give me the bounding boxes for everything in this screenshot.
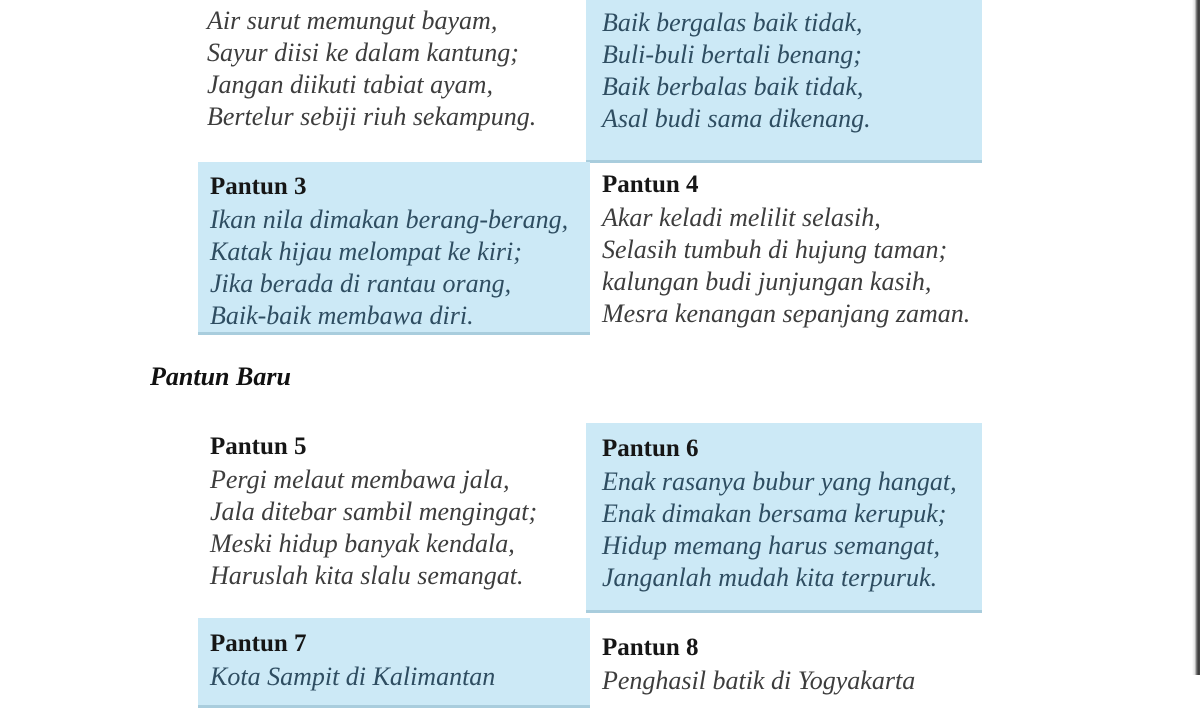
pantun-5-title: Pantun 5 (210, 433, 307, 460)
poem-line: Bertelur sebiji riuh sekampung. (207, 102, 537, 131)
poem-line: Hidup memang harus semangat, (602, 531, 940, 560)
poem-line: Haruslah kita slalu semangat. (210, 561, 524, 590)
poem-line: Baik-baik membawa diri. (210, 301, 474, 330)
pantun-6-title: Pantun 6 (602, 435, 699, 462)
poem-line: Jangan diikuti tabiat ayam, (207, 70, 493, 99)
pantun-4-title: Pantun 4 (602, 171, 699, 198)
poem-line: Janganlah mudah kita terpuruk. (602, 563, 938, 592)
pantun-7 (198, 618, 590, 708)
pantun-8 (602, 631, 915, 697)
pantun-3-title: Pantun 3 (210, 173, 307, 200)
poem-line: Selasih tumbuh di hujung taman; (602, 235, 948, 264)
poem-line: Ikan nila dimakan berang-berang, (210, 205, 569, 234)
pantun-6 (586, 423, 982, 613)
pantun-4 (602, 168, 970, 330)
pantun-7-title: Pantun 7 (210, 630, 307, 657)
pantun-3 (198, 162, 590, 335)
poem-line: Sayur diisi ke dalam kantung; (207, 38, 519, 67)
pantun-5 (210, 430, 537, 592)
poem-line: Meski hidup banyak kendala, (210, 529, 515, 558)
poem-line: kalungan budi junjungan kasih, (602, 267, 932, 296)
poem-line: Penghasil batik di Yogyakarta (602, 666, 916, 695)
poem-line: Baik bergalas baik tidak, (602, 8, 863, 37)
poem-line: Pergi melaut membawa jala, (210, 465, 510, 494)
poem-line: Jala ditebar sambil mengingat; (210, 497, 538, 526)
pantun-stanza-top-right (586, 0, 982, 163)
poem-line: Jika berada di rantau orang, (210, 269, 512, 298)
poem-line: Kota Sampit di Kalimantan (210, 662, 496, 691)
pantun-stanza-top-left (207, 5, 536, 133)
poem-line: Akar keladi melilit selasih, (602, 203, 881, 232)
poem-line: Buli-buli bertali benang; (602, 40, 862, 69)
pantun-8-title: Pantun 8 (602, 634, 699, 661)
poem-line: Enak rasanya bubur yang hangat, (602, 467, 957, 496)
poem-line: Enak dimakan bersama kerupuk; (602, 499, 947, 528)
poem-line: Mesra kenangan sepanjang zaman. (602, 299, 971, 328)
poem-line: Katak hijau melompat ke kiri; (210, 237, 522, 266)
page-scan-edge-line (1192, 0, 1200, 675)
poem-line: Asal budi sama dikenang. (602, 104, 871, 133)
section-heading-pantun-baru: Pantun Baru (150, 362, 291, 391)
poem-line: Air surut memungut bayam, (207, 6, 498, 35)
poem-line: Baik berbalas baik tidak, (602, 72, 864, 101)
